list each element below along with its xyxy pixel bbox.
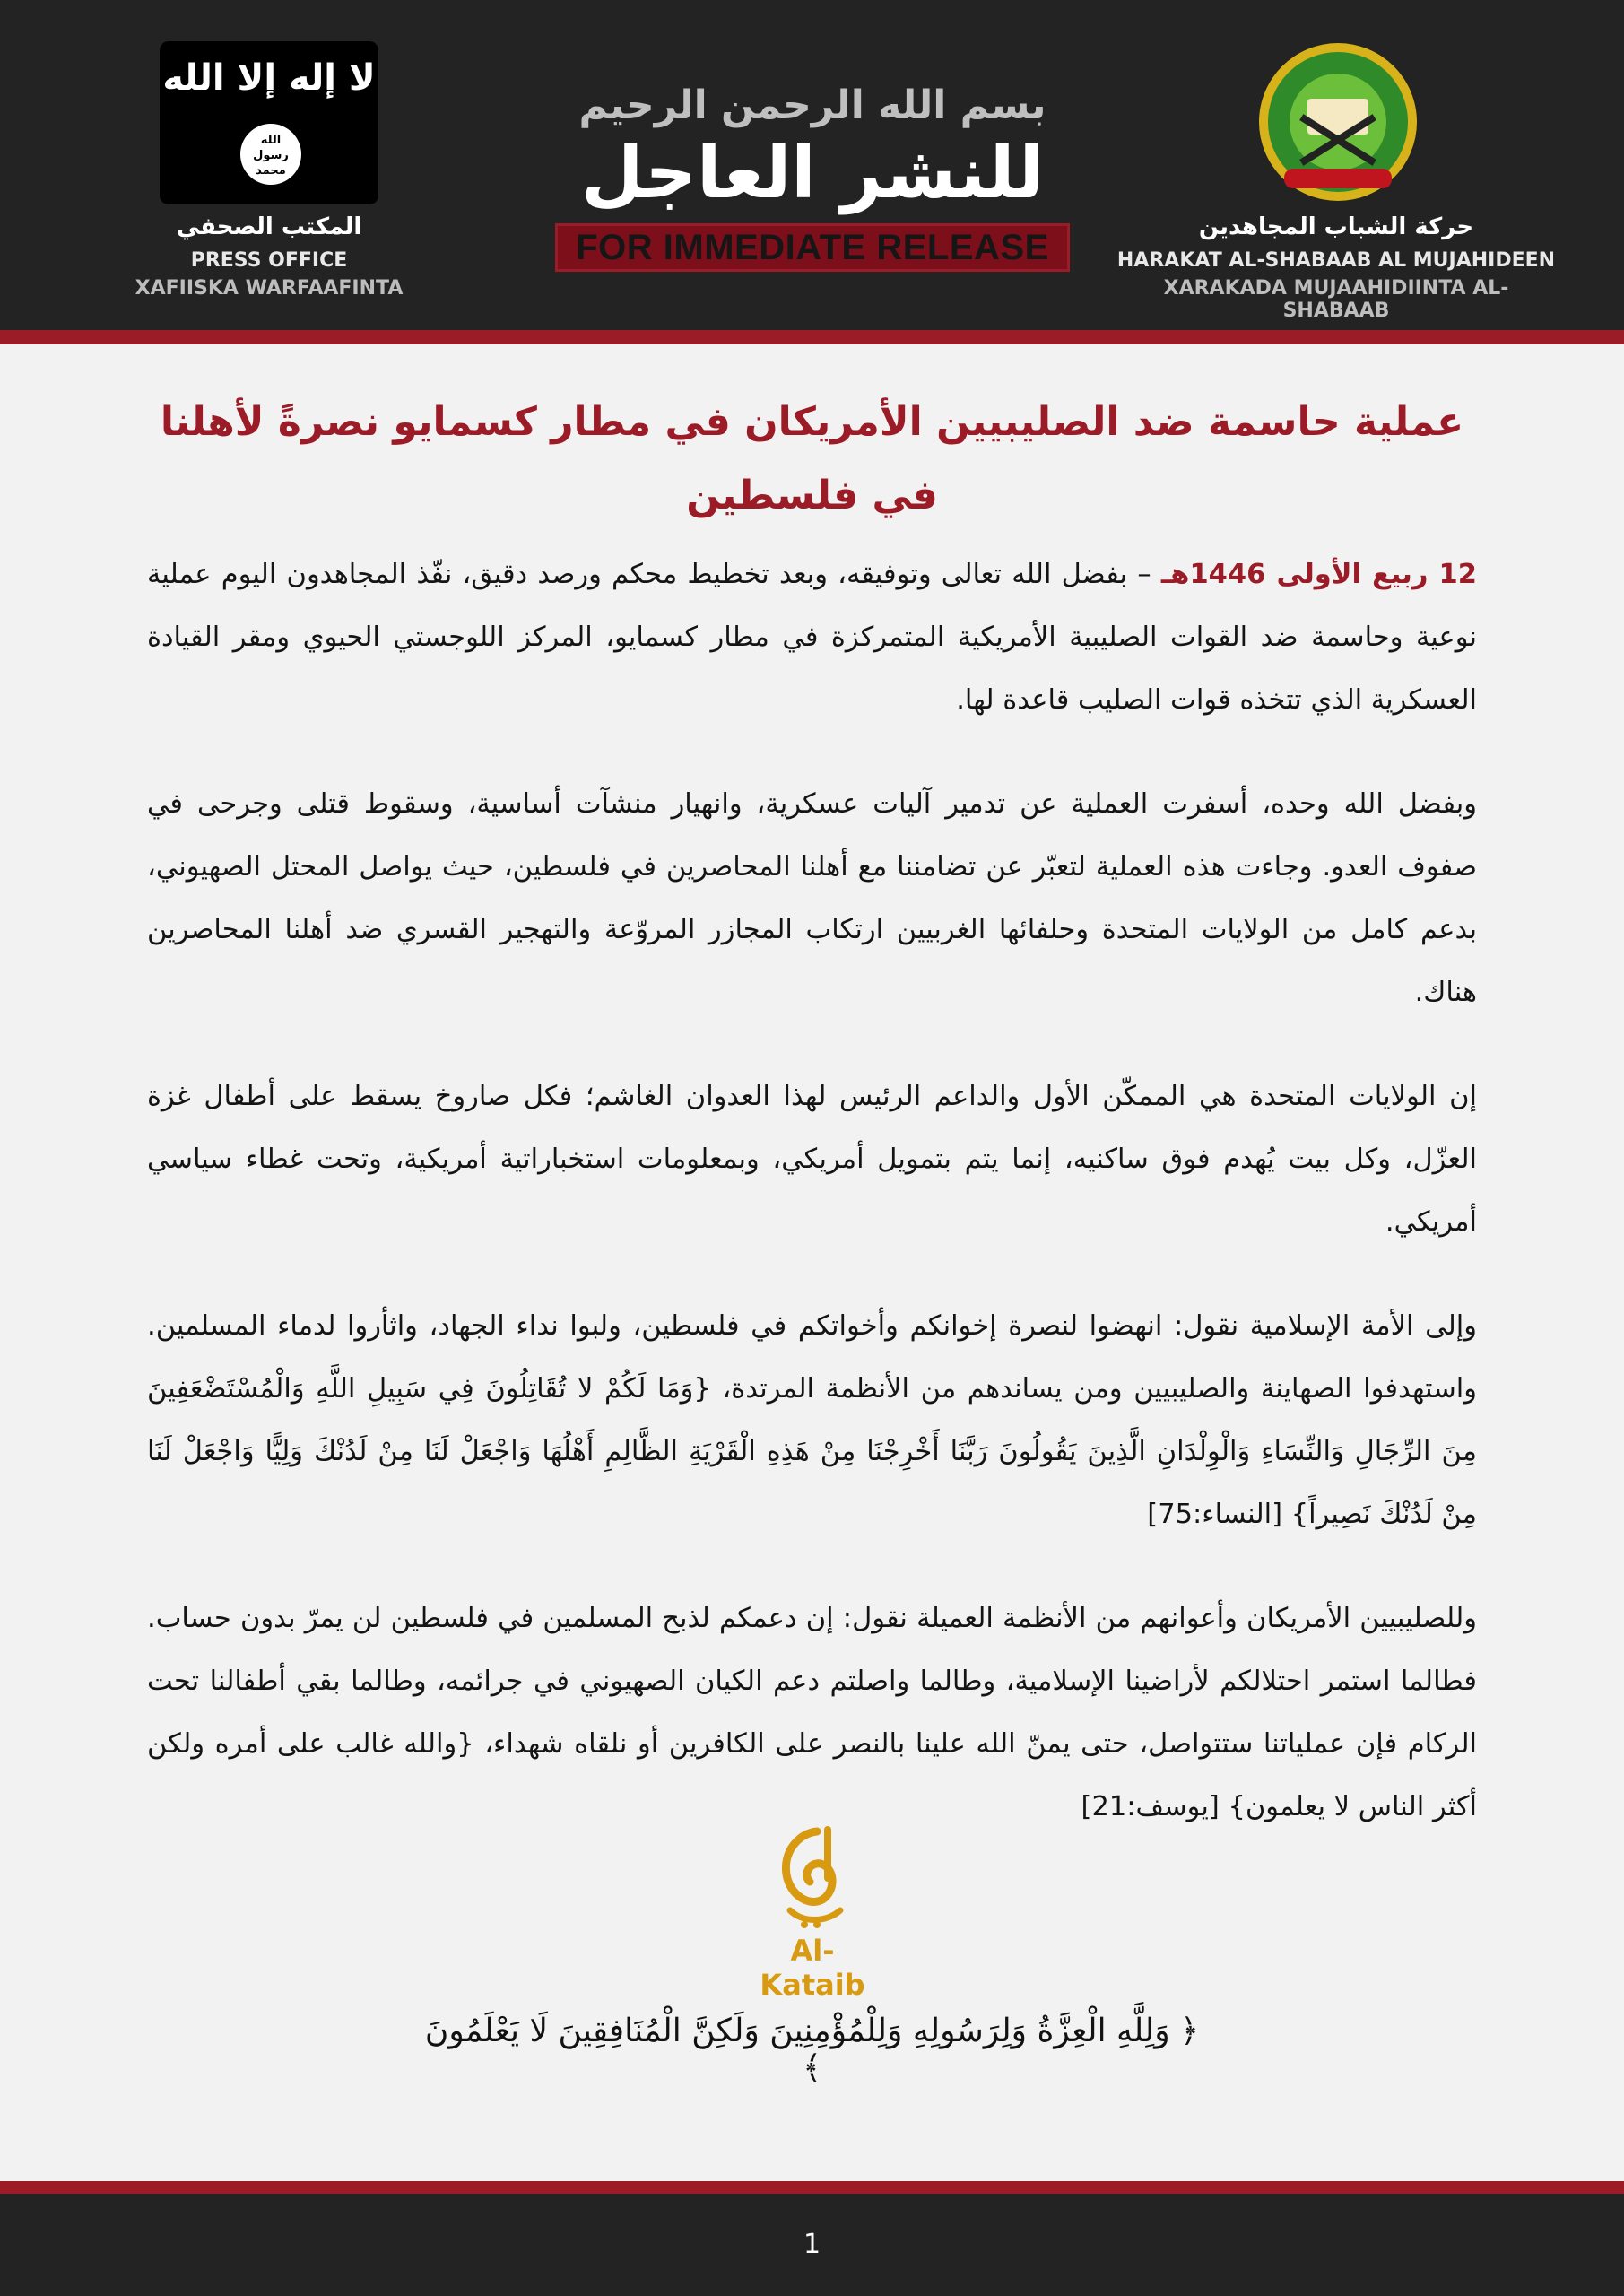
page-number: 1 xyxy=(803,2229,821,2260)
press-office-english: PRESS OFFICE xyxy=(190,249,348,272)
closing-verse: ﴿ وَلِلَّهِ الْعِزَّةُ وَلِرَسُولِهِ وَلِلْمُؤْمِنِينَ وَلَكِنَّ الْمُنَافِقِينَ لَا يَعْلَمُونَ ﴾ xyxy=(424,2013,1200,2086)
paragraph-1-text: – بفضل الله تعالى وتوفيقه، وبعد تخطيط محكم ورصد دقيق، نفّذ المجاهدون اليوم عملية نوعية وحاسمة ضد القوات الصليبية الأمريكية المتمركزة في مطار كسمايو، المركز اللوجستي الحيوي ومقر القيادة العسكرية الذي تتخذه قوات الصليب قاعدة لها. xyxy=(147,559,1477,716)
movement-label xyxy=(1112,213,1560,322)
paragraph-5: وللصليبيين الأمريكان وأعوانهم من الأنظمة العميلة نقول: إن دعمكم لذبح المسلمين في فلسطين لن يمرّ بدون حساب. فطالما استمر احتلالكم لأراضينا الإسلامية، وطالما واصلتم دعم الكيان الصهيوني في جرائمه، وطالما بقي أطفالنا تحت الركام فإن عملياتنا ستتواصل، حتى يمنّ الله علينا بالنصر على الكافرين أو نلقاه شهداء، {والله غالب على أمره ولكن أكثر الناس لا يعلمون} [يوسف:21] xyxy=(147,1603,1477,1822)
statement-date: 12 ربيع الأولى 1446هـ xyxy=(1160,559,1477,590)
basmala: بسم الله الرحمن الرحيم xyxy=(578,83,1046,128)
urgent-release-arabic: للنشر العاجل xyxy=(580,131,1045,214)
shabaab-emblem-icon xyxy=(1259,43,1417,201)
immediate-release-banner: FOR IMMEDIATE RELEASE xyxy=(555,223,1070,272)
release-heading xyxy=(538,83,1087,272)
header-bar xyxy=(0,0,1624,330)
header-divider xyxy=(0,330,1624,344)
paragraph-4: وإلى الأمة الإسلامية نقول: انهضوا لنصرة إخوانكم وأخواتكم في فلسطين، ولبوا نداء الجهاد، واثأروا لدماء المسلمين. واستهدفوا الصهاينة والصليبيين ومن يساندهم من الأنظمة المرتدة، {وَمَا لَكُمْ لا تُقَاتِلُونَ فِي سَبِيلِ اللَّهِ وَالْمُسْتَضْعَفِينَ مِنَ الرِّجَالِ وَالنِّسَاءِ وَالْوِلْدَانِ الَّذِينَ يَقُولُونَ رَبَّنَا أَخْرِجْنَا مِنْ هَذِهِ الْقَرْيَةِ الظَّالِمِ أَهْلُهَا وَاجْعَلْ لَنَا مِنْ لَدُنْكَ وَلِيًّا وَاجْعَلْ لَنَا مِنْ لَدُنْكَ نَصِيراً} [النساء:75] xyxy=(147,1310,1477,1530)
press-office-arabic: المكتب الصحفي xyxy=(176,213,362,240)
paragraph-3: إن الولايات المتحدة هي الممكّن الأول والداعم الرئيس لهذا العدوان الغاشم؛ فكل صاروخ يسقط على أطفال غزة العزّل، وكل بيت يُهدم فوق ساكنيه، إنما يتم بتمويل أمريكي، وبمعلومات استخباراتية أمريكية، وتحت غطاء سياسي أمريكي. xyxy=(147,1081,1477,1238)
statement-title: عملية حاسمة ضد الصليبيين الأمريكان في مطار كسمايو نصرةً لأهلنا في فلسطين xyxy=(160,399,1464,518)
footer-divider xyxy=(0,2181,1624,2194)
ribbon-icon xyxy=(1284,169,1392,188)
movement-somali: XARAKADA MUJAAHIDIINTA AL-SHABAAB xyxy=(1163,277,1509,322)
movement-english: HARAKAT AL-SHABAAB AL MUJAHIDEEN xyxy=(1116,249,1556,272)
shahada-text: لا إله إلا الله xyxy=(162,57,376,99)
prophet-seal-icon: الله رسول محمد xyxy=(240,124,301,185)
paragraph-1 xyxy=(147,544,1477,732)
al-kataib-logo-icon xyxy=(750,1824,875,2002)
paragraph-2: وبفضل الله وحده، أسفرت العملية عن تدمير آليات عسكرية، وانهيار منشآت أساسية، وسقوط قتلى وجرحى في صفوف العدو. وجاءت هذه العملية لتعبّر عن تضامننا مع أهلنا المحاصرين في فلسطين، حيث يواصل المحتل الصهيوني، بدعم كامل من الولايات المتحدة وحلفائها الغربيين ارتكاب المجازر المروّعة والتهجير القسري ضد أهلنا المحاصرين هناك. xyxy=(147,788,1477,1008)
press-office-label xyxy=(135,213,404,300)
movement-arabic: حركة الشباب المجاهدين xyxy=(1198,213,1474,240)
footer-bar xyxy=(0,2194,1624,2296)
black-flag-logo xyxy=(160,41,378,204)
al-kataib-name: Al-Kataib xyxy=(760,1934,865,2002)
press-office-somali: XAFIISKA WARFAAFINTA xyxy=(135,277,404,300)
al-kataib-calligraphy-icon xyxy=(763,1824,862,1930)
statement-body xyxy=(147,544,1477,1880)
